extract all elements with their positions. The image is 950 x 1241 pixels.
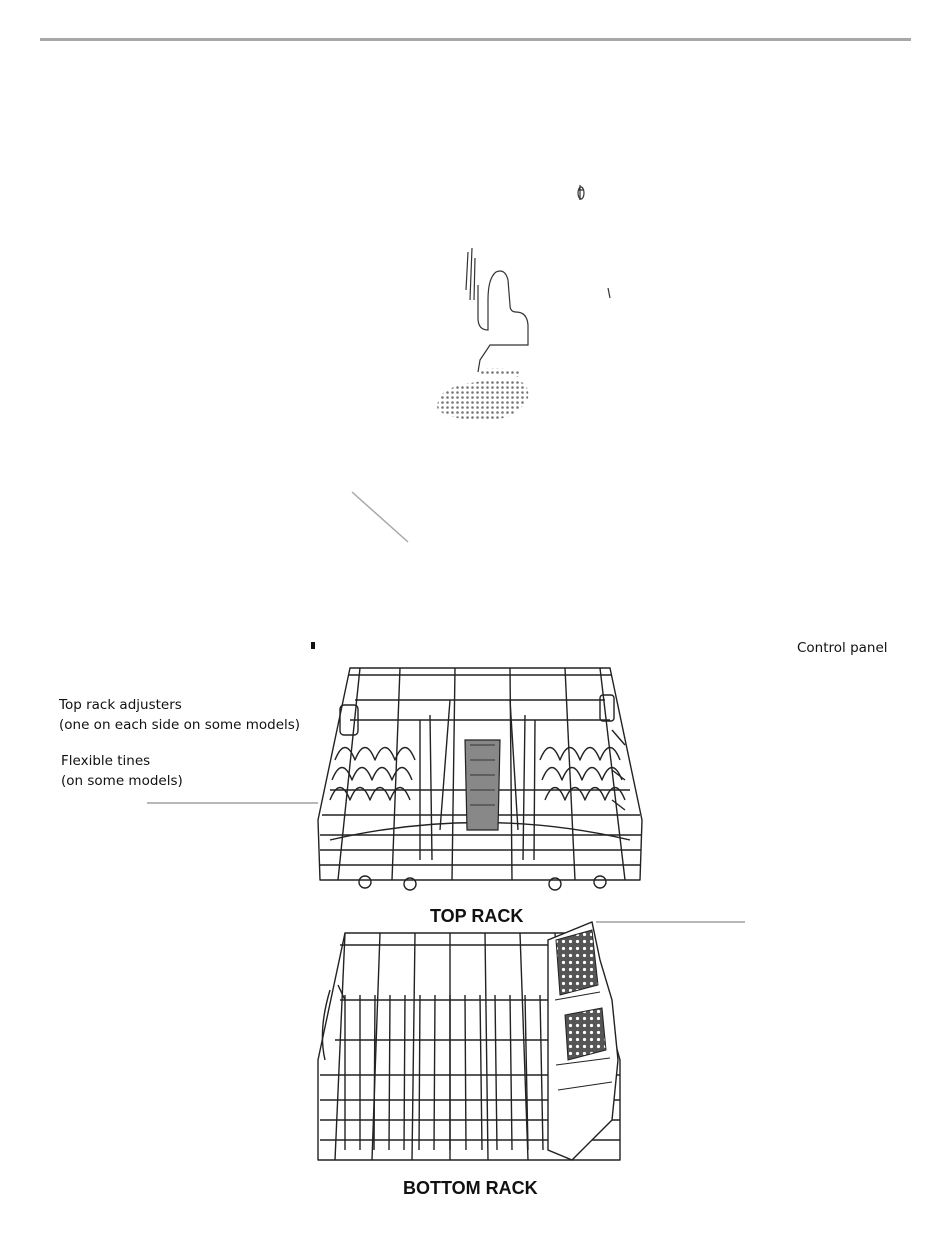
top-rack-adjusters-label: Top rack adjusters <box>59 697 182 713</box>
flexible-tines-note: (on some models) <box>61 773 183 789</box>
filter-mesh-fragment-2 <box>478 368 520 377</box>
marker-dot <box>311 642 315 649</box>
top-rack-center-spine <box>465 740 500 830</box>
bottom-rack-title: BOTTOM RACK <box>403 1178 538 1198</box>
control-panel-label: Control panel <box>797 640 888 656</box>
top-rack-adjusters-note: (one on each side on some models) <box>59 717 301 733</box>
leader-line-upper <box>352 492 408 542</box>
flexible-tines-label: Flexible tines <box>61 753 151 769</box>
filter-mesh-fragment <box>437 379 528 421</box>
upper-artwork-fragments <box>466 185 610 372</box>
top-rack-title: TOP RACK <box>430 906 524 926</box>
silverware-basket <box>548 922 618 1160</box>
